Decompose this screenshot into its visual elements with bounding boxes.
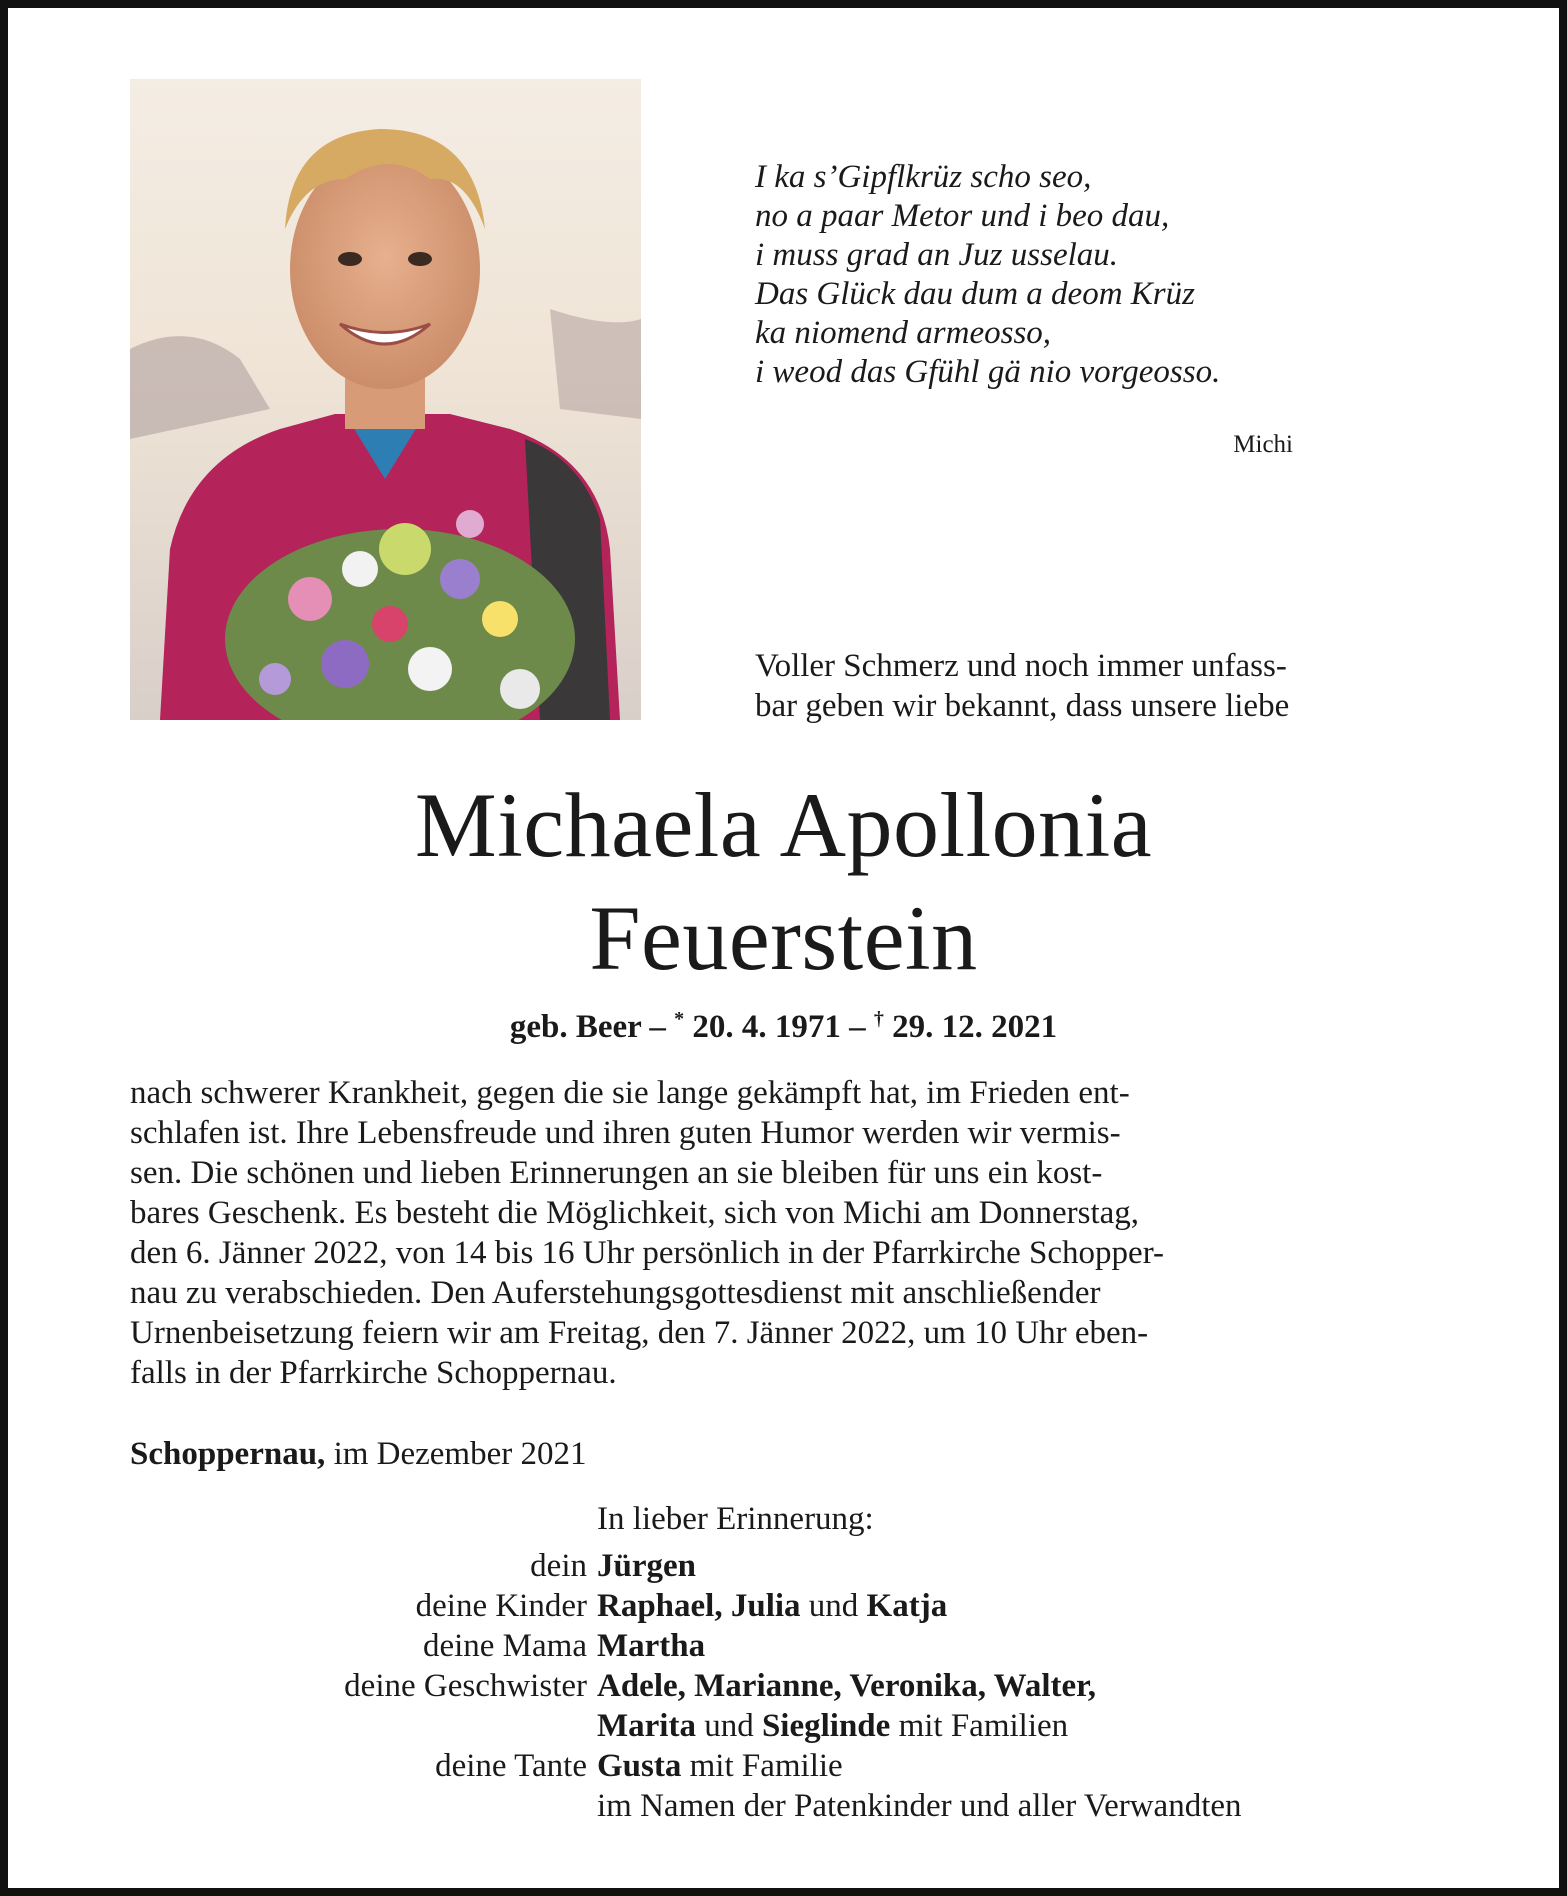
connector: mit Familie [681, 1748, 843, 1784]
mourner-name: Gusta [597, 1748, 682, 1784]
memory-heading: In lieber Erinnerung: [597, 1501, 874, 1537]
portrait-photo [130, 79, 641, 720]
relation [130, 1706, 597, 1746]
announcement-line: Urnenbeisetzung feiern wir am Freitag, den 7. Jänner 2022, um 10 Uhr eben- [130, 1315, 1149, 1351]
connector: und [695, 1708, 762, 1744]
mourner-name: Jürgen [597, 1548, 696, 1584]
separator: – [649, 1009, 666, 1045]
mourner-row [130, 1706, 1450, 1746]
relation [130, 1786, 597, 1826]
intro-line: Voller Schmerz und noch immer unfass- [755, 648, 1287, 684]
announcement-line: sen. Die schönen und lieben Erinnerungen an sie bleiben für uns ein kost- [130, 1155, 1103, 1191]
connector: und [800, 1588, 867, 1624]
birth-symbol: * [674, 1008, 685, 1030]
announcement-line: bares Geschenk. Es besteht die Möglichkeit, sich von Michi am Donnerstag, [130, 1195, 1140, 1231]
poem-line: i muss grad an Juz usselau. [755, 237, 1119, 273]
town: Schoppernau, [130, 1436, 326, 1472]
separator: – [849, 1009, 866, 1045]
mourner-row [130, 1666, 1450, 1706]
mourner-name: Adele, Marianne, Veronika, Walter, [597, 1668, 1096, 1704]
announcement-line: falls in der Pfarrkirche Schoppernau. [130, 1355, 617, 1391]
death-date: 29. 12. 2021 [892, 1009, 1058, 1045]
announcement-text [130, 1073, 1450, 1393]
obituary-page [8, 8, 1559, 1888]
mourner-name: Martha [597, 1628, 706, 1664]
relation: deine Geschwister [344, 1668, 587, 1704]
announcement-line: nau zu verabschieden. Den Auferstehungsgottesdienst mit anschließender [130, 1275, 1101, 1311]
mourner-row [130, 1746, 1450, 1786]
poem-line: Das Glück dau dum a deom Krüz [755, 276, 1195, 312]
mourner-name: Raphael, Julia [597, 1588, 801, 1624]
relation: deine Tante [435, 1748, 587, 1784]
connector: im Namen der Patenkinder und aller Verwandten [597, 1788, 1242, 1824]
mourner-row [130, 1786, 1450, 1826]
mourner-name: Sieglinde [761, 1708, 891, 1744]
relation: dein [530, 1548, 587, 1584]
mourner-row [130, 1586, 1450, 1626]
relation: deine Kinder [415, 1588, 587, 1624]
date-text: im Dezember 2021 [333, 1436, 587, 1472]
announcement-line: nach schwerer Krankheit, gegen die sie lange gekämpft hat, im Frieden ent- [130, 1075, 1130, 1111]
poem [755, 158, 1315, 392]
mourner-row [130, 1626, 1450, 1666]
mourners-list [130, 1546, 1450, 1826]
intro-line: bar geben wir bekannt, dass unsere liebe [755, 688, 1290, 724]
mourner-name: Marita [597, 1708, 696, 1744]
announcement-line: den 6. Jänner 2022, von 14 bis 16 Uhr persönlich in der Pfarrkirche Schopper- [130, 1235, 1165, 1271]
poem-line: ka niomend armeosso, [755, 315, 1052, 351]
death-symbol: † [873, 1008, 884, 1030]
birth-date: 20. 4. 1971 [692, 1009, 841, 1045]
mourner-row [130, 1546, 1450, 1586]
deceased-surname: Feuerstein [589, 887, 978, 989]
portrait-illustration [130, 79, 641, 720]
life-dates [8, 1008, 1559, 1046]
relation: deine Mama [422, 1628, 587, 1664]
poem-signature: Michi [1233, 431, 1293, 458]
announcement-line: schlafen ist. Ihre Lebensfreude und ihren guten Humor werden wir vermis- [130, 1115, 1121, 1151]
poem-line: no a paar Metor und i beo dau, [755, 198, 1170, 234]
poem-line: I ka s’Gipflkrüz scho seo, [755, 159, 1092, 195]
poem-line: i weod das Gfühl gä nio vorgeosso. [755, 354, 1221, 390]
birth-name: geb. Beer [509, 1009, 642, 1045]
mourner-name: Katja [866, 1588, 948, 1624]
intro-text [755, 646, 1445, 726]
connector: mit Familien [890, 1708, 1069, 1744]
place-and-date [130, 1436, 586, 1473]
deceased-first-names: Michaela Apollonia [414, 774, 1153, 876]
